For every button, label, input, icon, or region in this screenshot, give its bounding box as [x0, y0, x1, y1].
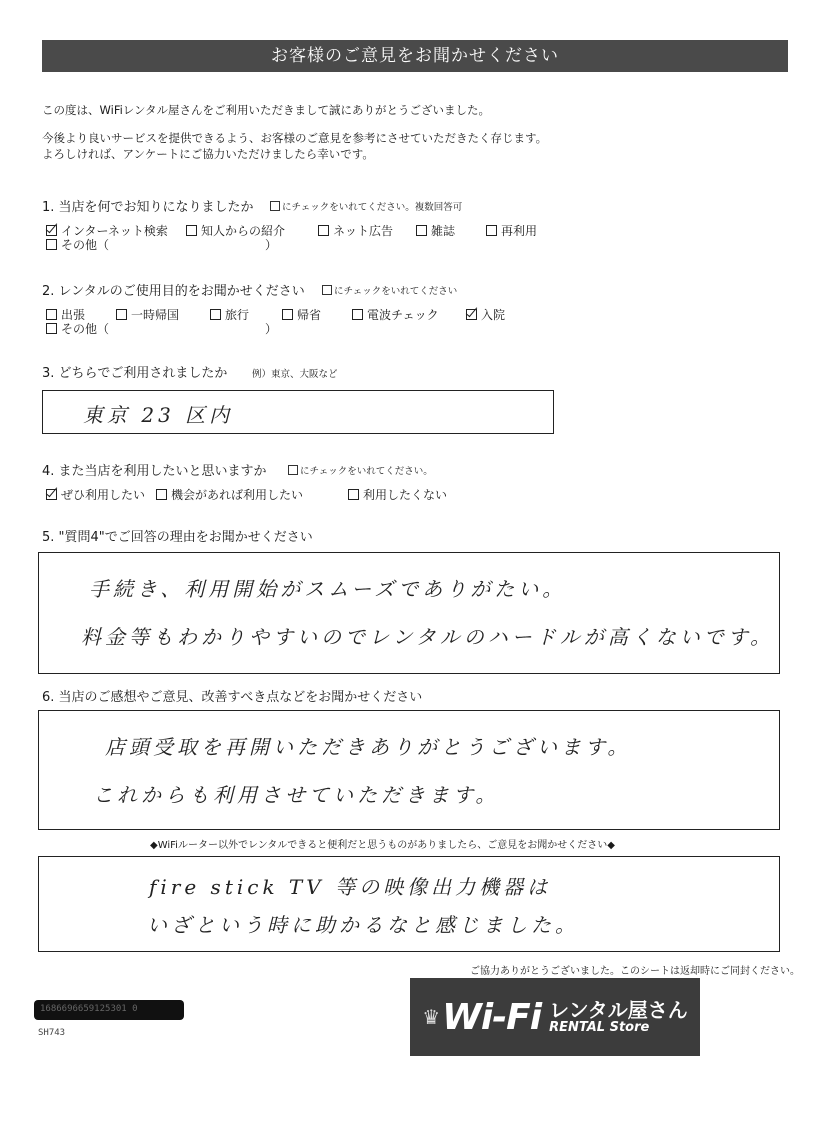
- option-label: 再利用: [501, 224, 538, 238]
- checkbox-sample-icon: [270, 201, 280, 211]
- q2-note: [322, 283, 457, 297]
- intro-line-2: 今後より良いサービスを提供できるよう、お客様のご意見を参考にさせていただきたく存じます。: [42, 131, 548, 145]
- q6-answer-box[interactable]: [38, 710, 780, 830]
- checkbox-icon[interactable]: [318, 225, 329, 236]
- option-label: 利用したくない: [363, 488, 448, 502]
- q1-option-reuse[interactable]: [486, 222, 537, 239]
- checkbox-icon[interactable]: [466, 309, 477, 320]
- option-label: 出張: [61, 308, 86, 322]
- intro-line-1: この度は、WiFiレンタル屋さんをご利用いただきまして誠にありがとうございました。: [42, 103, 491, 117]
- q4-option-no[interactable]: [348, 486, 447, 503]
- option-label: 一時帰国: [131, 308, 180, 322]
- q4-option-definitely[interactable]: [46, 486, 145, 503]
- option-label: 雑誌: [431, 224, 456, 238]
- q6-label: 6. 当店のご感想やご意見、改善すべき点などをお聞かせください: [42, 690, 423, 705]
- q2-note-text: にチェックをいれてください: [334, 286, 458, 297]
- checkbox-icon[interactable]: [352, 309, 363, 320]
- brand-logo: [410, 978, 700, 1056]
- page-title: お客様のご意見をお聞かせください: [42, 40, 788, 72]
- q7-answer-line-2: いざという時に助かるなと感じました。: [147, 913, 579, 937]
- thanks-message: ご協力ありがとうございました。このシートは返却時にご同封ください。: [470, 966, 800, 977]
- option-label: インターネット検索: [61, 224, 168, 238]
- checkbox-icon[interactable]: [46, 225, 57, 236]
- q1-label: 1. 当店を何でお知りになりましたか: [42, 200, 254, 215]
- q3-note: 例）東京、大阪など: [252, 369, 338, 380]
- q5-answer-box[interactable]: [38, 552, 780, 674]
- q4-option-if-chance[interactable]: [156, 486, 303, 503]
- option-label: 機会があれば利用したい: [171, 488, 304, 502]
- option-label: ネット広告: [333, 224, 394, 238]
- option-label: 入院: [481, 308, 506, 322]
- option-label: その他（ ）: [61, 322, 278, 336]
- q2-label: 2. レンタルのご使用目的をお聞かせください: [42, 284, 305, 299]
- checkbox-icon[interactable]: [282, 309, 293, 320]
- q4-label: 4. また当店を利用したいと思いますか: [42, 464, 267, 479]
- q4-note: [288, 463, 433, 477]
- checkbox-icon[interactable]: [156, 489, 167, 500]
- logo-en: RENTAL Store: [549, 1019, 650, 1035]
- q3-answer: 東京 23 区内: [83, 403, 234, 427]
- crown-mascot-icon: ♛: [422, 1005, 441, 1029]
- checkbox-sample-icon: [288, 465, 298, 475]
- checkbox-icon[interactable]: [186, 225, 197, 236]
- sheet-code: SH743: [38, 1028, 66, 1038]
- q2-option-visit-home[interactable]: [282, 306, 321, 323]
- q3-label: 3. どちらでご利用されましたか: [42, 366, 228, 381]
- q1-option-magazine[interactable]: [416, 222, 455, 239]
- logo-jp: レンタル屋さん: [549, 997, 688, 1022]
- q3-answer-box[interactable]: [42, 390, 554, 434]
- q6-answer-line-1: 店頭受取を再開いただきありがとうございます。: [105, 735, 632, 759]
- checkbox-icon[interactable]: [46, 239, 57, 250]
- checkbox-icon[interactable]: [486, 225, 497, 236]
- checkbox-icon[interactable]: [348, 489, 359, 500]
- checkbox-sample-icon: [322, 285, 332, 295]
- q5-answer-line-2: 料金等もわかりやすいのでレンタルのハードルが高くないです。: [81, 625, 775, 649]
- option-label: 旅行: [225, 308, 250, 322]
- checkbox-icon[interactable]: [210, 309, 221, 320]
- option-label: その他（ ）: [61, 238, 278, 252]
- q1-option-ad[interactable]: [318, 222, 393, 239]
- q2-option-signal-check[interactable]: [352, 306, 439, 323]
- checkbox-icon[interactable]: [416, 225, 427, 236]
- option-label: ぜひ利用したい: [61, 488, 146, 502]
- logo-wifi: Wi-Fi: [442, 996, 542, 1038]
- q5-label: 5. "質問4"でご回答の理由をお聞かせください: [42, 530, 313, 545]
- checkbox-icon[interactable]: [116, 309, 127, 320]
- checkbox-icon[interactable]: [46, 323, 57, 334]
- logo-text: [549, 999, 688, 1035]
- checkbox-icon[interactable]: [46, 489, 57, 500]
- q7-answer-line-1: fire stick TV 等の映像出力機器は: [149, 875, 552, 899]
- q7-answer-box[interactable]: [38, 856, 780, 952]
- intro-line-3: よろしければ、アンケートにご協力いただけましたら幸いです。: [42, 147, 374, 161]
- q7-label: ◆WiFiルーター以外でレンタルできると便利だと思うものがありましたら、ご意見をお聞かせください◆: [150, 840, 615, 851]
- option-label: 知人からの紹介: [201, 224, 286, 238]
- serial-number: 1686696659125301 0: [40, 1004, 138, 1014]
- option-label: 電波チェック: [367, 308, 439, 322]
- q1-option-other[interactable]: [46, 236, 277, 253]
- q1-note: [270, 199, 462, 213]
- q6-answer-line-2: これからも利用させていただきます。: [93, 783, 500, 807]
- q2-option-other[interactable]: [46, 320, 277, 337]
- q4-note-text: にチェックをいれてください。: [300, 466, 433, 477]
- checkbox-icon[interactable]: [46, 309, 57, 320]
- q5-answer-line-1: 手続き、利用開始がスムーズでありがたい。: [89, 577, 567, 601]
- q1-note-text: にチェックをいれてください。複数回答可: [282, 202, 463, 213]
- q2-option-hospital[interactable]: [466, 306, 505, 323]
- option-label: 帰省: [297, 308, 322, 322]
